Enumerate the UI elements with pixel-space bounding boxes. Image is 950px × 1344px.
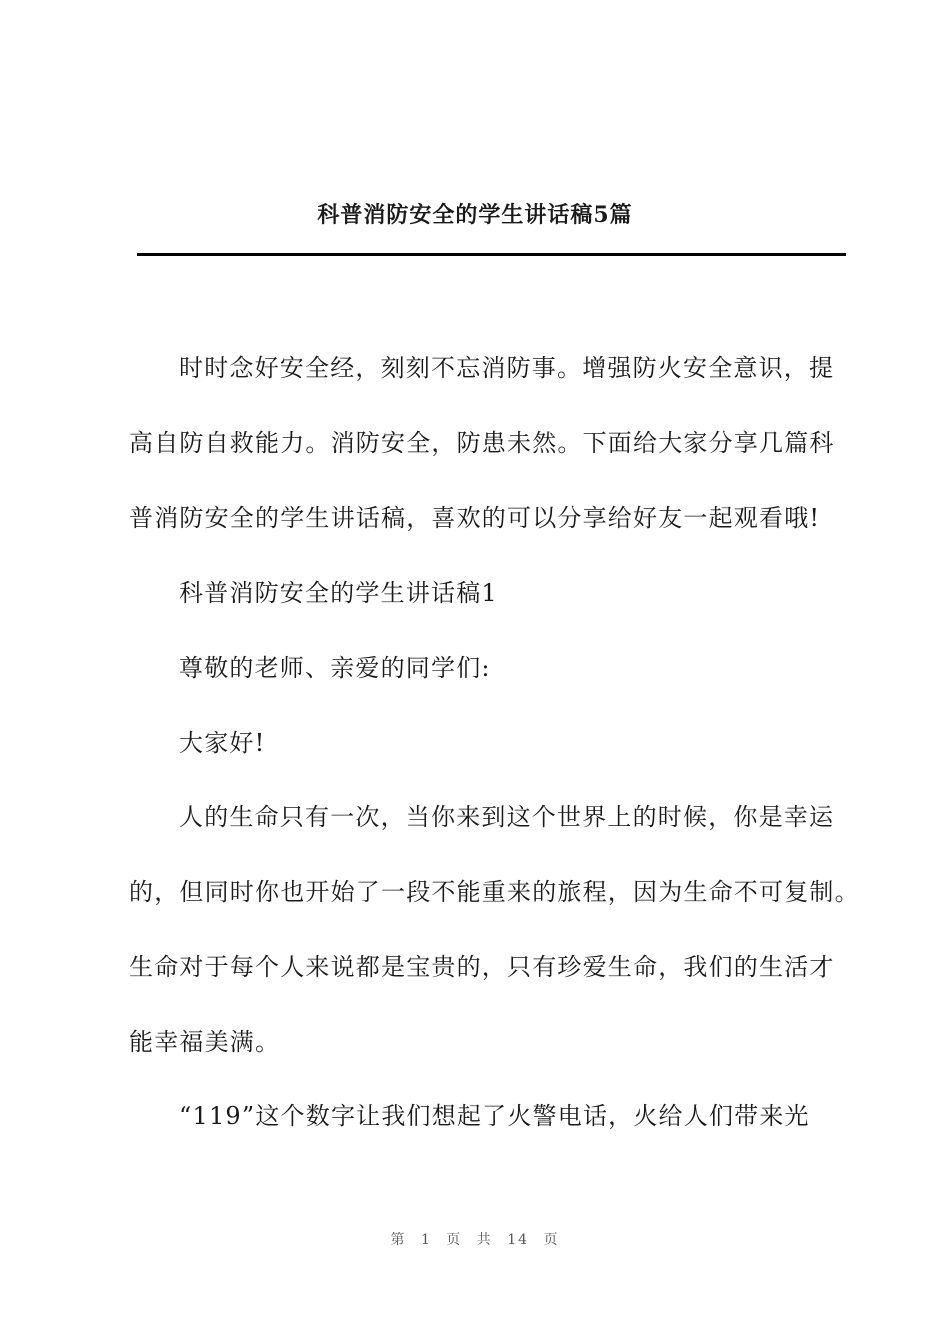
document-title: 科普消防安全的学生讲话稿5篇 <box>317 202 633 228</box>
greeting: 大家好! <box>179 729 266 757</box>
paragraph-line: 能幸福美满。 <box>129 1028 281 1056</box>
paragraph-line: 的，但同时你也开始了一段不能重来的旅程，因为生命不可复制。 <box>129 878 860 906</box>
paragraph-line: 时时念好安全经，刻刻不忘消防事。增强防火安全意识，提 <box>179 354 835 382</box>
page-number: 第 1 页 共 14 页 <box>390 1232 560 1248</box>
section-heading: 科普消防安全的学生讲话稿1 <box>179 579 498 607</box>
paragraph-line: 普消防安全的学生讲话稿，喜欢的可以分享给好友一起观看哦! <box>129 504 821 532</box>
paragraph-line: 人的生命只有一次，当你来到这个世界上的时候，你是幸运 <box>179 803 835 831</box>
paragraph-line: 生命对于每个人来说都是宝贵的，只有珍爱生命，我们的生活才 <box>129 953 835 981</box>
paragraph-line: 高自防自救能力。消防安全，防患未然。下面给大家分享几篇科 <box>129 429 835 457</box>
title-underline <box>137 253 846 256</box>
paragraph-line: “119”这个数字让我们想起了火警电话，火给人们带来光 <box>179 1102 810 1130</box>
salutation: 尊敬的老师、亲爱的同学们: <box>179 654 491 682</box>
